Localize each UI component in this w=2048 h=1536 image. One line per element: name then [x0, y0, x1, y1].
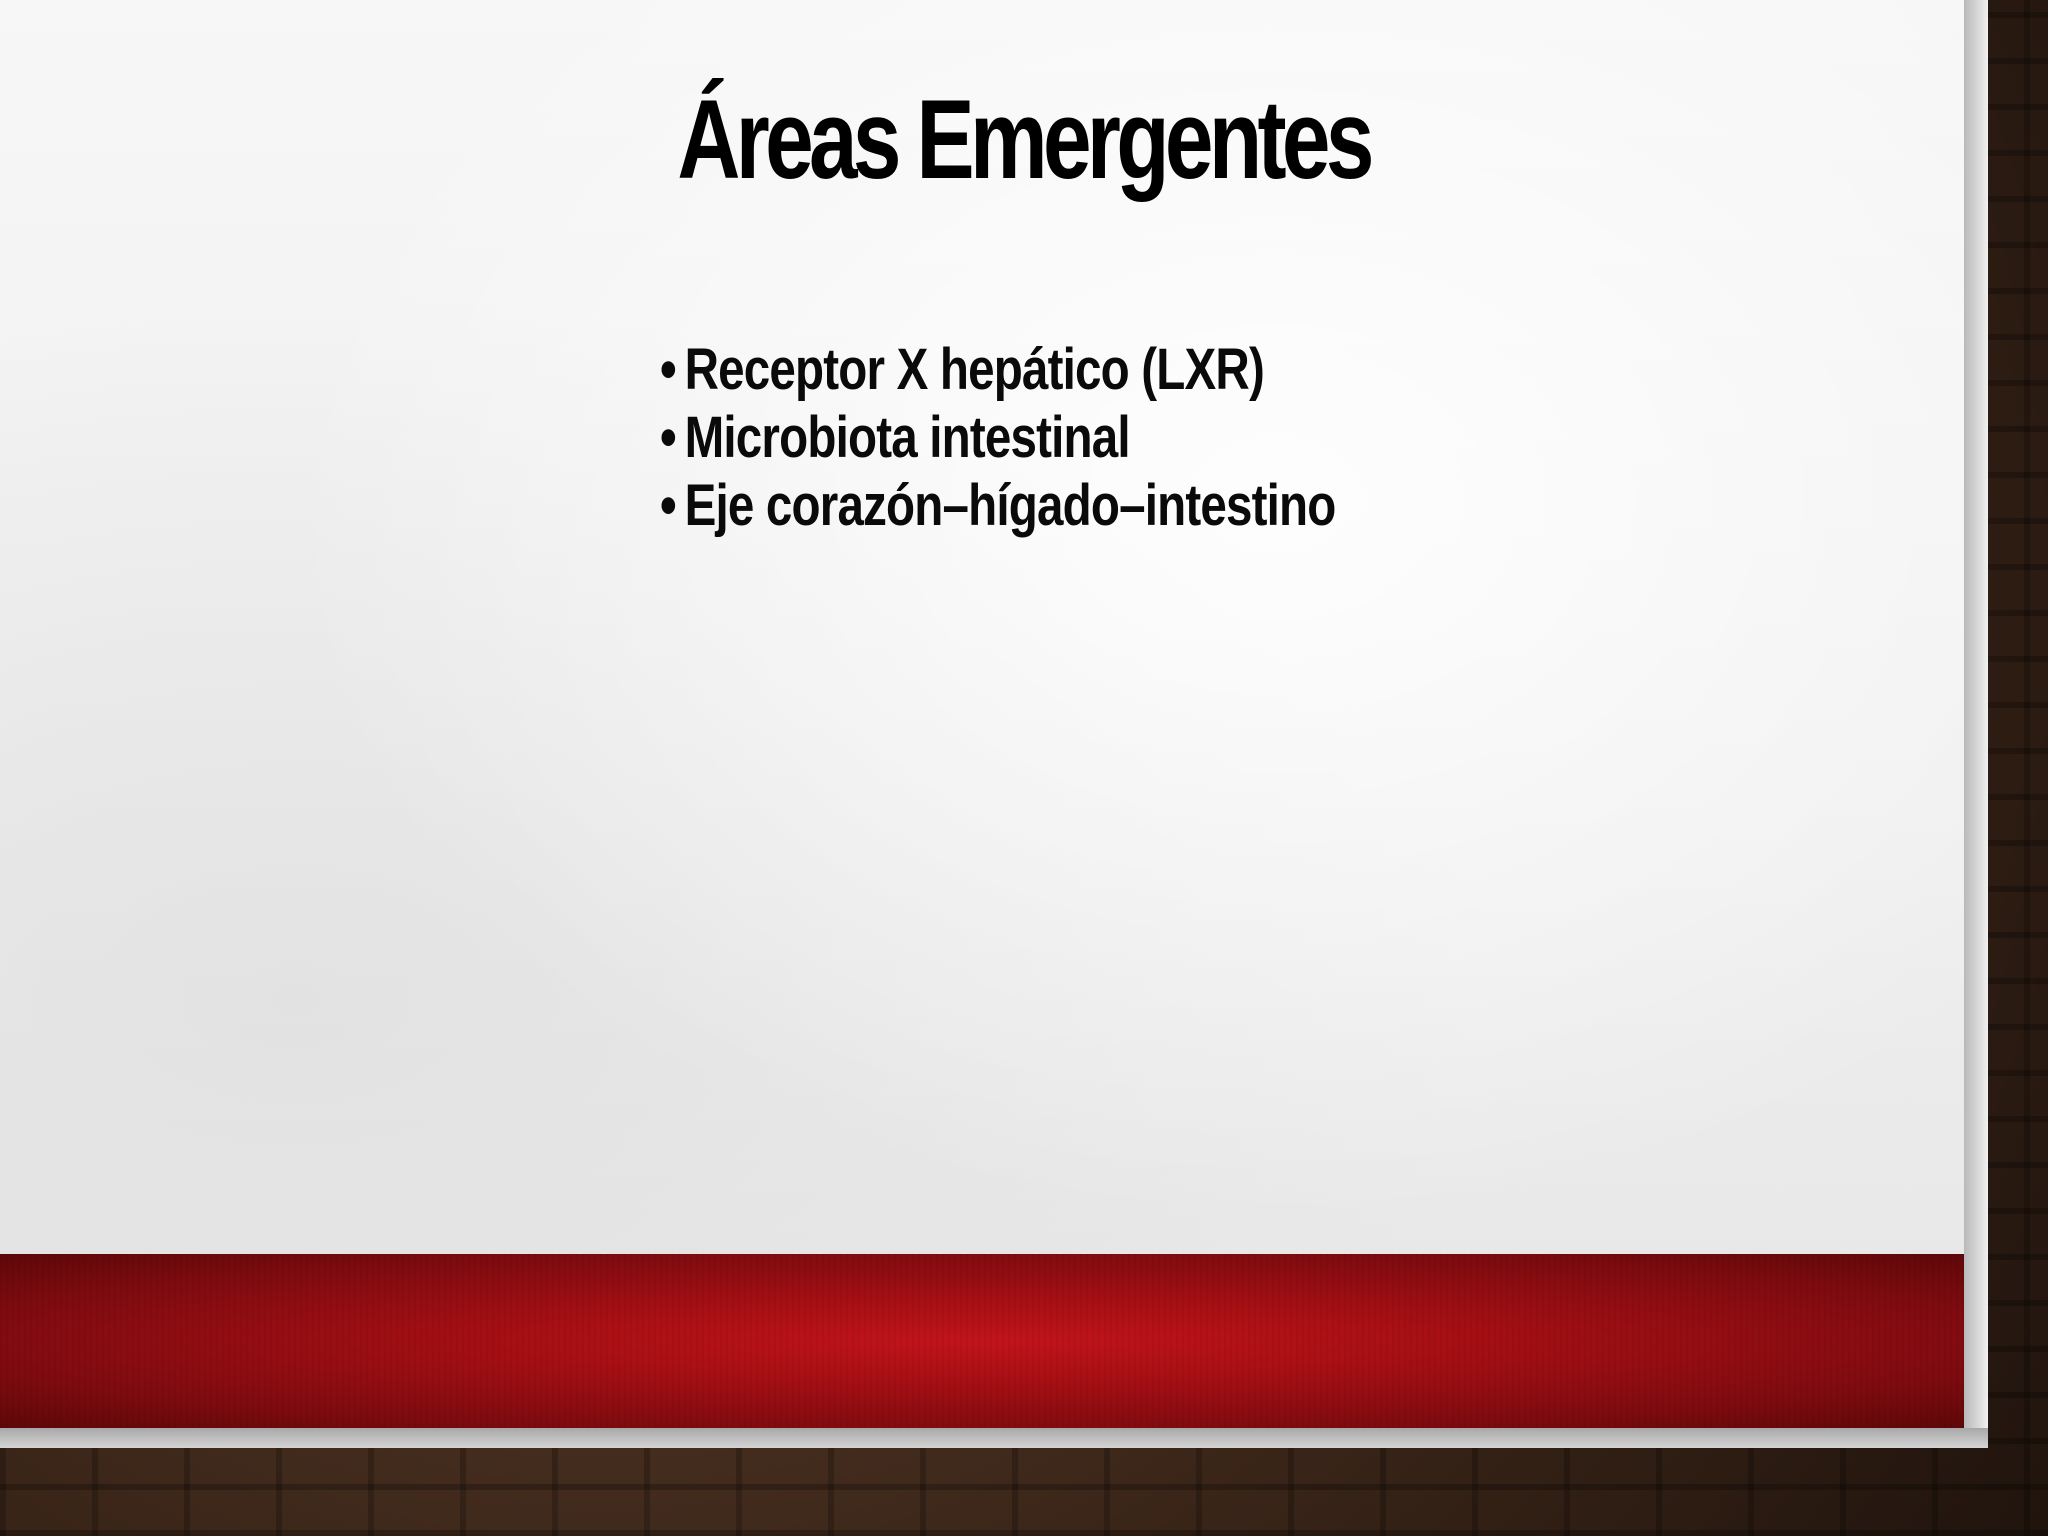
red-footer-band [0, 1254, 1964, 1428]
bullet-text: Eje corazón–hígado–intestino [684, 473, 1336, 538]
bullet-mark: • [660, 405, 676, 470]
bullet-mark: • [660, 473, 676, 538]
slide-right-edge [1964, 0, 1988, 1448]
bullet-item [660, 472, 1336, 540]
bullet-text: Microbiota intestinal [684, 405, 1130, 470]
bullet-text: Receptor X hepático (LXR) [684, 337, 1264, 402]
bullet-list [660, 336, 1336, 540]
bullet-item [660, 336, 1336, 404]
bullet-item [660, 404, 1336, 472]
bullet-mark: • [660, 337, 676, 402]
slide-bottom-edge [0, 1428, 1988, 1448]
slide-title: Áreas Emergentes [677, 77, 1370, 202]
